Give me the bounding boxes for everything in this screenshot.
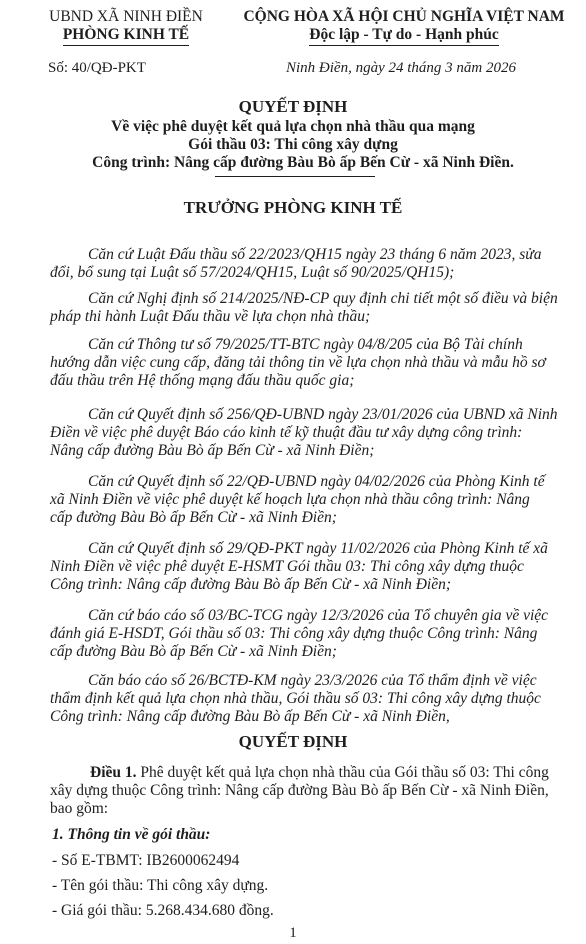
- national-motto: Độc lập - Tự do - Hạnh phúc: [309, 26, 498, 46]
- article-1-line-2: xây dựng thuộc Công trình: Nâng cấp đường Bàu Bò ấp Bến Cừ - xã Ninh Điền,: [50, 782, 549, 799]
- list-item: - Giá gói thầu: 5.268.434.680 đồng.: [52, 902, 274, 919]
- article-1-line-1: Phê duyệt kết quả lựa chọn nhà thầu của Gói thầu số 03: Thi công: [140, 764, 549, 781]
- section-1-heading: 1. Thông tin về gói thầu:: [52, 826, 211, 843]
- issuing-department: PHÒNG KINH TẾ: [63, 26, 189, 46]
- preamble-paragraph-2: Căn cứ Nghị định số 214/2025/NĐ-CP quy định chi tiết một số điều và biện pháp thi hành Luật Đấu thầu về lựa chọn nhà thầu;: [50, 290, 558, 325]
- document-title: QUYẾT ĐỊNH: [238, 97, 348, 116]
- preamble-paragraph-8: Căn báo cáo số 26/BCTĐ-KM ngày 23/3/2026 của Tổ thẩm định về việc thẩm định kết quả lựa chọn nhà thầu, Gói thầu số 03: Thi công xây dựng thuộc Công trình: Nâng cấp đường Bàu Bò ấp Bến Cừ - xã Ninh Điền,: [50, 672, 541, 725]
- issuing-org: UBND XÃ NINH ĐIỀN: [49, 8, 203, 25]
- preamble-paragraph-1: Căn cứ Luật Đấu thầu số 22/2023/QH15 ngày 23 tháng 6 năm 2023, sửa đổi, bổ sung tại Luật số 57/2024/QH15, Luật số 90/2025/QH15);: [50, 246, 542, 281]
- authority-heading: TRƯỞNG PHÒNG KINH TẾ: [183, 198, 403, 217]
- decision-heading: QUYẾT ĐỊNH: [238, 732, 348, 751]
- article-1-line-3: bao gồm:: [50, 800, 109, 817]
- document-number: Số: 40/QĐ-PKT: [48, 60, 146, 76]
- issue-date: Ninh Điền, ngày 24 tháng 3 năm 2026: [286, 60, 516, 76]
- national-heading-block: [228, 8, 580, 46]
- national-title: CỘNG HÒA XÃ HỘI CHỦ NGHĨA VIỆT NAM: [243, 8, 565, 25]
- title-subject-line-3: Công trình: Nâng cấp đường Bàu Bò ấp Bến Cừ - xã Ninh Điền.: [92, 154, 514, 171]
- preamble-paragraph-5: Căn cứ Quyết định số 22/QĐ-UBND ngày 04/02/2026 của Phòng Kinh tế xã Ninh Điền về việc phê duyệt kế hoạch lựa chọn nhà thầu công trình: Nâng cấp đường Bàu Bò ấp Bến Cừ - xã Ninh Điền;: [50, 473, 545, 526]
- article-1: [50, 764, 560, 818]
- page-number: 1: [289, 925, 297, 941]
- list-item: - Số E-TBMT: IB2600062494: [52, 852, 240, 869]
- title-divider: [215, 176, 375, 177]
- article-1-label: Điều 1.: [90, 764, 137, 781]
- list-item: - Tên gói thầu: Thi công xây dựng.: [52, 877, 269, 894]
- issuer-block: [26, 8, 226, 46]
- title-subject-line-1: Về việc phê duyệt kết quả lựa chọn nhà thầu qua mạng: [111, 118, 475, 135]
- preamble-paragraph-6: Căn cứ Quyết định số 29/QĐ-PKT ngày 11/02/2026 của Phòng Kinh tế xã Ninh Điền về việc phê duyệt E-HSMT Gói thầu 03: Thi công xây dựng thuộc Công trình: Nâng cấp đường Bàu Bò ấp Bến Cừ - xã Ninh Điền;: [50, 540, 548, 593]
- preamble-paragraph-4: Căn cứ Quyết định số 256/QĐ-UBND ngày 23/01/2026 của UBND xã Ninh Điền về việc phê duyệt Báo cáo kinh tế kỹ thuật đầu tư xây dựng công trình: Nâng cấp đường Bàu Bò ấp Bến Cừ - xã Ninh Điền;: [50, 406, 558, 459]
- title-subject-line-2: Gói thầu 03: Thi công xây dựng: [188, 136, 398, 153]
- preamble-paragraph-3: Căn cứ Thông tư số 79/2025/TT-BTC ngày 04/8/205 của Bộ Tài chính hướng dẫn việc cung cấp, đăng tải thông tin về lựa chọn nhà thầu và mẫu hồ sơ đấu thầu trên Hệ thống mạng đấu thầu quốc gia;: [50, 336, 546, 389]
- preamble-paragraph-7: Căn cứ báo cáo số 03/BC-TCG ngày 12/3/2026 của Tổ chuyên gia về việc đánh giá E-HSDT, Gói thầu số 03: Thi công xây dựng thuộc Công trình: Nâng cấp đường Bàu Bò ấp Bến Cừ - xã Ninh Điền;: [50, 607, 549, 660]
